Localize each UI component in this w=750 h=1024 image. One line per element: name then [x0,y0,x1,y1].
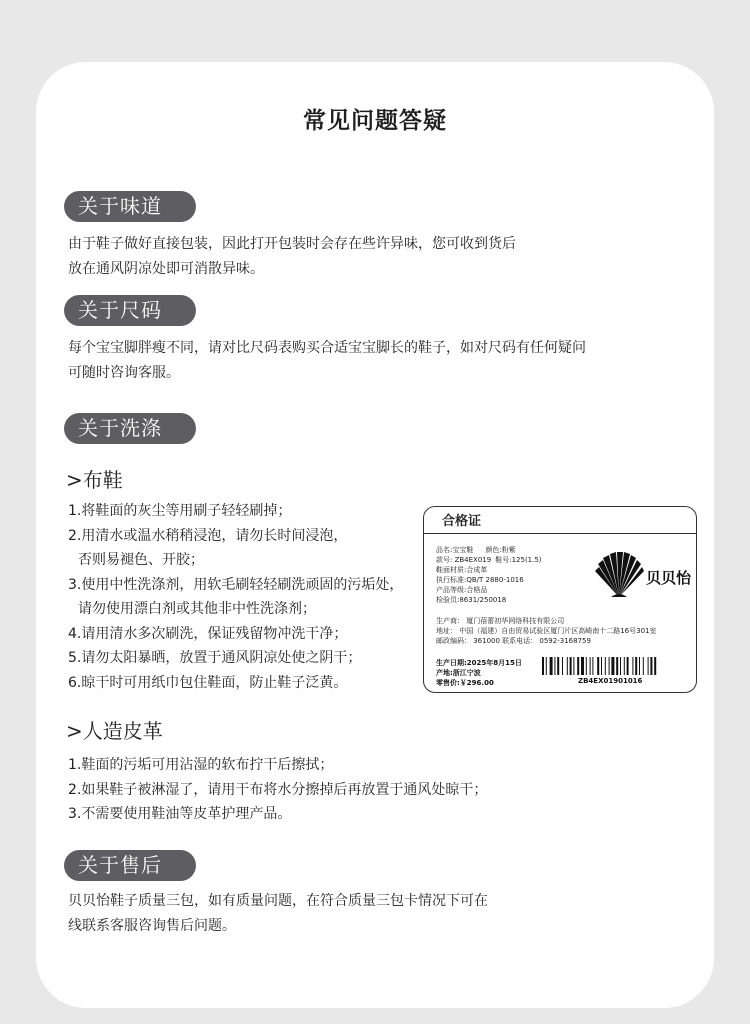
list-item: 4.请用清水多次刷洗，保证残留物冲洗干净； [68,625,348,642]
leather-list [68,753,487,827]
section-heading-size: 关于尺码 [64,295,196,326]
barcode-icon [542,657,684,675]
smell-line: 放在通风阴凉处即可消散异味。 [68,261,264,277]
list-item: 否则易褪色、开胶； [78,552,204,568]
cert-origin: 产地:浙江宁波 [436,669,481,677]
size-text [68,336,586,386]
section-heading-aftersale: 关于售后 [64,850,196,881]
cloth-shoes-list [68,499,403,695]
cert-product-name: 品名:宝宝鞋 [436,546,474,554]
page-title: 常见问题答疑 [303,108,447,134]
list-item: 2.用清水或温水稍稍浸泡，请勿长时间浸泡， [68,527,348,544]
certificate-label [423,506,697,693]
cert-model: 款号: ZB4EX019 [436,556,492,564]
list-item: 1.将鞋面的灰尘等用刷子轻轻刷掉； [68,503,292,519]
certificate-divider [424,533,696,534]
list-item: 3.使用中性洗涤剂，用软毛刷轻轻刷洗顽固的污垢处， [68,576,404,593]
smell-line: 由于鞋子做好直接包装，因此打开包装时会存在些许异味，您可收到货后 [68,236,516,252]
cert-material: 鞋面材质:合成革 [436,566,488,574]
cert-standard: 执行标准:QB/T 2880-1016 [436,576,524,584]
smell-text [68,232,516,282]
cert-address: 地址： 中国（福建）自由贸易试验区厦门片区高崎南十二路16号301室 [436,627,657,635]
brand-name: 贝贝怡 [646,569,692,587]
barcode-number: ZB4EX01901016 [578,677,643,685]
size-line: 每个宝宝脚胖瘦不同，请对比尺码表购买合适宝宝脚长的鞋子，如对尺码有任何疑问 [68,340,586,356]
list-item: 1.鞋面的污垢可用沾湿的软布拧干后擦拭； [68,757,334,773]
cert-size: 鞋号:125(1.5) [495,556,542,564]
certificate-product-info [436,545,542,605]
cert-postcode: 邮政编码： 361000 联系电话： 0592-3168759 [436,637,591,645]
size-line: 可随时咨询客服。 [68,365,180,381]
list-item: 6.晾干时可用纸巾包住鞋面，防止鞋子泛黄。 [68,674,348,691]
list-item: 2.如果鞋子被淋湿了，请用干布将水分擦掉后再放置于通风处晾干； [68,781,488,798]
certificate-title: 合格证 [442,514,482,529]
list-item: 请勿使用漂白剂或其他非中性洗涤剂； [78,601,316,617]
aftersale-text [68,889,488,939]
faq-card [36,62,714,1008]
list-item: 3.不需要使用鞋油等皮革护理产品。 [68,806,292,822]
cert-grade: 产品等级:合格品 [436,586,488,594]
section-heading-wash: 关于洗涤 [64,413,196,444]
cert-color: 颜色:粉紫 [485,546,516,554]
certificate-maker-info [436,616,657,646]
aftersale-line: 贝贝怡鞋子质量三包，如有质量问题，在符合质量三包卡情况下可在 [68,893,488,909]
cert-price: 零售价:￥296.00 [436,679,494,687]
aftersale-line: 线联系客服咨询售后问题。 [68,918,236,934]
cloth-shoes-title: >布鞋 [66,468,123,492]
section-heading-smell: 关于味道 [64,191,196,222]
cert-inspector: 检验员:8631/250018 [436,596,507,604]
cert-date: 生产日期:2025年8月15日 [436,659,522,667]
list-item: 5.请勿太阳暴晒，放置于通风阴凉处使之阴干； [68,650,362,666]
cert-maker: 生产商： 厦门蓓蕾初华网络科技有限公司 [436,617,565,625]
certificate-sale-info [436,658,522,688]
leather-title: >人造皮革 [66,719,163,743]
